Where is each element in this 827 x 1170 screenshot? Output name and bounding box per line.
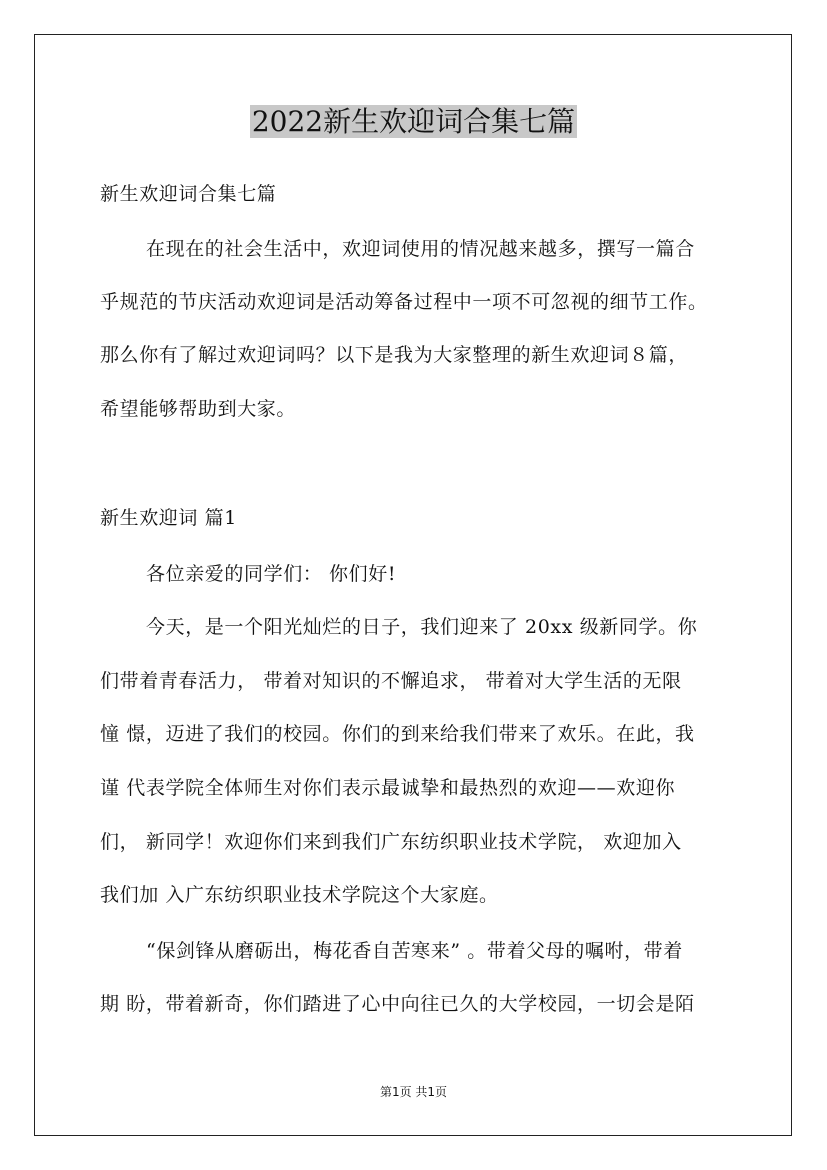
paragraph-line: 今天，是一个阳光灿烂的日子，我们迎来了 20xx 级新同学。你 xyxy=(146,616,698,638)
paragraph-line: 们， 新同学！欢迎你们来到我们广东纺织职业技术学院， 欢迎加入 xyxy=(100,831,682,853)
document-title-text: 2022新生欢迎词合集七篇 xyxy=(251,105,576,138)
intro-line: 希望能够帮助到大家。 xyxy=(100,398,297,420)
document-title xyxy=(0,104,827,140)
greeting-line: 各位亲爱的同学们： 你们好! xyxy=(146,563,397,585)
intro-line: 在现在的社会生活中，欢迎词使用的情况越来越多，撰写一篇合 xyxy=(146,238,695,260)
page-footer: 第1页 共1页 xyxy=(379,1085,448,1099)
paragraph-line: 我们加 入广东纺织职业技术学院这个大家庭。 xyxy=(100,884,499,906)
paragraph-line: 憧 憬，迈进了我们的校园。你们的到来给我们带来了欢乐。在此，我 xyxy=(100,723,695,745)
paragraph-line: 谨 代表学院全体师生对你们表示最诚挚和最热烈的欢迎——欢迎你 xyxy=(100,777,676,799)
paragraph-line: 们带着青春活力， 带着对知识的不懈追求， 带着对大学生活的无限 xyxy=(100,670,682,692)
paragraph-line: “保剑锋从磨砺出，梅花香自苦寒来” 。带着父母的嘱咐，带着 xyxy=(146,940,683,962)
paragraph-line: 期 盼，带着新奇，你们踏进了心中向往已久的大学校园，一切会是陌 xyxy=(100,993,695,1015)
intro-line: 那么你有了解过欢迎词吗？以下是我为大家整理的新生欢迎词８篇， xyxy=(100,344,689,366)
section-heading: 新生欢迎词 篇1 xyxy=(100,507,237,529)
intro-line: 乎规范的节庆活动欢迎词是活动筹备过程中一项不可忽视的细节工作。 xyxy=(100,291,708,313)
subtitle: 新生欢迎词合集七篇 xyxy=(100,183,277,205)
